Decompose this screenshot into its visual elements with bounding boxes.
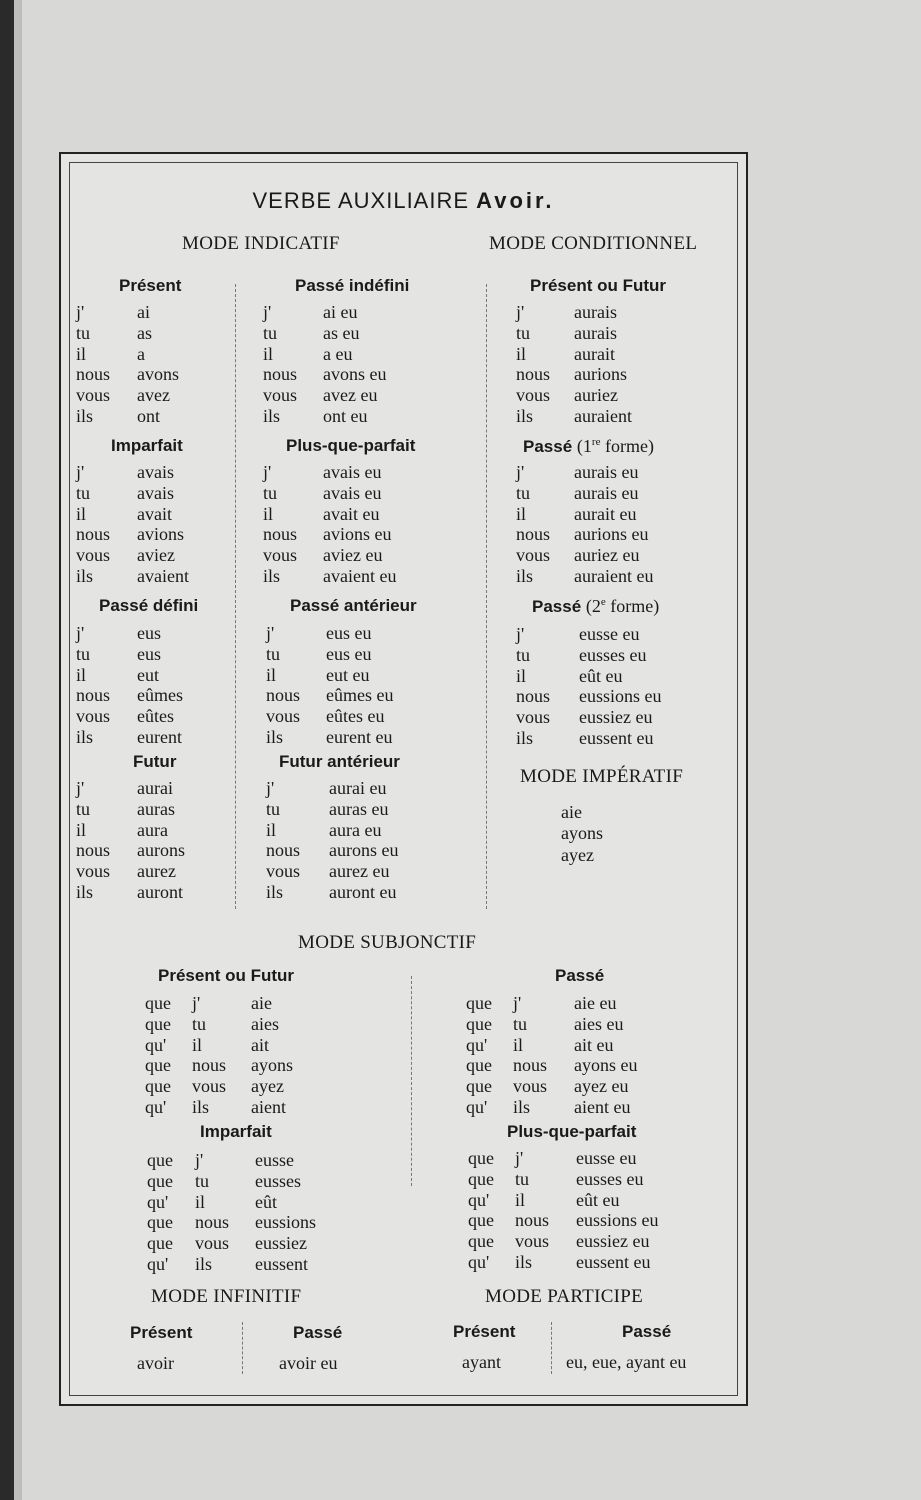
pronoun: j': [195, 1150, 204, 1170]
tense-name: Imparfait: [200, 1122, 272, 1141]
conjunction: que: [468, 1148, 494, 1168]
indicatif-column-divider: [235, 284, 236, 909]
mode-conditionnel-heading: MODE CONDITIONNEL: [489, 233, 698, 254]
subjonctif-column-divider: [411, 976, 412, 1186]
verb-form: aurais eu: [574, 462, 639, 482]
verb-form: aurez: [137, 861, 176, 882]
pronoun: ils: [263, 406, 281, 426]
pronoun: vous: [515, 1231, 550, 1252]
conjunction: que: [466, 1013, 492, 1034]
pronoun: vous: [516, 385, 551, 406]
pronoun: ils: [266, 882, 284, 902]
verb-form: auraient eu: [574, 566, 654, 586]
conjunction: qu': [468, 1252, 490, 1272]
verb-form: eûmes eu: [326, 685, 394, 706]
indicatif-passe-defini-label: [99, 596, 198, 616]
conditionnel-column-divider: [486, 284, 487, 909]
indicatif-plus-que-parfait-label: [286, 436, 415, 456]
verb-form: aies: [251, 1013, 279, 1034]
verb-form: auriez eu: [574, 545, 640, 566]
pronoun: il: [516, 343, 527, 364]
verb-form: aura: [137, 819, 168, 840]
verb-form: a: [137, 343, 145, 364]
verb-form: ai eu: [323, 302, 358, 322]
infinitif-column-divider: [242, 1322, 243, 1374]
tense-note-word: forme: [604, 436, 648, 456]
verb-form: eusse: [255, 1150, 294, 1170]
pronoun: nous: [76, 685, 111, 706]
pronoun: ils: [76, 882, 94, 902]
pronoun: tu: [192, 1013, 207, 1034]
infinitif-present-form: avoir: [137, 1353, 174, 1373]
pronoun: vous: [76, 706, 111, 727]
imperatif-form: ayez: [561, 845, 594, 865]
mode-imperatif-heading: MODE IMPÉRATIF: [520, 766, 684, 787]
pronoun: il: [516, 503, 527, 524]
pronoun: vous: [192, 1076, 227, 1097]
pronoun: ils: [76, 727, 94, 747]
pronoun: il: [515, 1189, 526, 1210]
verb-form: aurai: [137, 778, 173, 798]
verb-form: avez eu: [323, 385, 378, 406]
pronoun: nous: [76, 364, 111, 385]
verb-form: eussent eu: [576, 1252, 651, 1272]
pronoun: nous: [516, 686, 551, 707]
pronoun: nous: [516, 524, 551, 545]
subjonctif-present-label: [158, 966, 294, 986]
verb-form: avais: [137, 482, 174, 503]
tense-name: Présent ou Futur: [530, 276, 667, 295]
pronoun: vous: [263, 385, 298, 406]
pronoun: vous: [76, 545, 111, 566]
verb-form: avais eu: [323, 482, 382, 503]
verb-form: eussent: [255, 1254, 308, 1274]
verb-form: eussiez eu: [579, 707, 653, 728]
pronoun: ils: [195, 1254, 213, 1274]
participe-passe-form: eu, eue, ayant eu: [566, 1352, 687, 1372]
verb-form: eus: [137, 643, 161, 664]
indicatif-passe-indefini-label: [295, 276, 409, 296]
infinitif-passe-label: Passé: [293, 1323, 343, 1342]
pronoun: il: [76, 664, 87, 685]
pronoun: vous: [516, 707, 551, 728]
pronoun: il: [263, 343, 274, 364]
verb-form: aviez eu: [323, 545, 383, 566]
verb-form: ayez eu: [574, 1076, 629, 1097]
tense-name: Passé: [555, 966, 605, 985]
verb-form: ai: [137, 302, 150, 322]
verb-form: aurait: [574, 343, 615, 364]
participe-present-label: Présent: [453, 1322, 516, 1341]
pronoun: il: [76, 343, 87, 364]
verb-form: as: [137, 322, 152, 343]
verb-form: eus eu: [326, 623, 372, 643]
pronoun: tu: [76, 322, 91, 343]
verb-form: aurions: [574, 364, 627, 385]
pronoun: j': [516, 302, 525, 322]
verb-form: ait eu: [574, 1034, 614, 1055]
verb-form: ont: [137, 406, 161, 426]
conjunction: qu': [147, 1254, 169, 1274]
conjunction: que: [466, 1055, 492, 1076]
pronoun: j': [76, 778, 85, 798]
tense-note: (1re forme): [576, 436, 654, 456]
conjunction: que: [145, 1013, 171, 1034]
verb-form: eurent: [137, 727, 182, 747]
page-edge-shadow: [0, 0, 14, 1500]
verb-form: eus: [137, 623, 161, 643]
pronoun: tu: [266, 643, 281, 664]
tense-name: Passé antérieur: [290, 596, 417, 615]
pronoun: nous: [263, 524, 298, 545]
mode-subjonctif-heading: MODE SUBJONCTIF: [298, 932, 477, 953]
pronoun: tu: [515, 1168, 530, 1189]
pronoun: nous: [516, 364, 551, 385]
verb-form: eût: [255, 1191, 277, 1212]
pronoun: ils: [516, 406, 534, 426]
conjunction: qu': [145, 1097, 167, 1117]
verb-form: avions: [137, 524, 184, 545]
page-title: [61, 188, 746, 214]
verb-form: aient eu: [574, 1097, 631, 1117]
indicatif-futur-anterieur-label: [279, 752, 400, 772]
pronoun: vous: [263, 545, 298, 566]
verb-form: auront: [137, 882, 183, 902]
verb-form: eussions eu: [576, 1210, 659, 1231]
conjunction: qu': [468, 1189, 490, 1210]
verb-form: eusse eu: [576, 1148, 637, 1168]
indicatif-imparfait-label: [111, 436, 183, 456]
verb-form: ayez: [251, 1076, 284, 1097]
pronoun: il: [266, 664, 277, 685]
verb-form: aie eu: [574, 993, 617, 1013]
mode-indicatif-heading: MODE INDICATIF: [182, 233, 340, 254]
indicatif-futur-label: [133, 752, 176, 772]
verb-form: auras: [137, 798, 175, 819]
verb-form: avait: [137, 503, 172, 524]
pronoun: vous: [76, 385, 111, 406]
pronoun: j': [263, 462, 272, 482]
verb-form: aura eu: [329, 819, 382, 840]
pronoun: nous: [263, 364, 298, 385]
pronoun: ils: [263, 566, 281, 586]
verb-form: avaient: [137, 566, 189, 586]
tense-name: Passé: [532, 597, 582, 616]
verb-form: aient: [251, 1097, 286, 1117]
participe-present-form: ayant: [462, 1352, 501, 1372]
verb-form: eussions: [255, 1212, 317, 1233]
conjunction: que: [147, 1212, 173, 1233]
tense-note-number: 2: [591, 596, 601, 616]
tense-name: Plus-que-parfait: [507, 1122, 637, 1141]
pronoun: il: [266, 819, 277, 840]
conjunction: que: [466, 993, 492, 1013]
verb-form: aviez: [137, 545, 175, 566]
pronoun: j': [516, 462, 525, 482]
pronoun: ils: [515, 1252, 533, 1272]
pronoun: vous: [516, 545, 551, 566]
indicatif-present-label: [119, 276, 181, 296]
tense-note-superscript: e: [600, 596, 606, 608]
verb-form: eurent eu: [326, 727, 393, 747]
pronoun: nous: [515, 1210, 550, 1231]
conditionnel-present-label: [530, 276, 666, 296]
verb-form: aurais: [574, 302, 617, 322]
title-verb: Avoir.: [476, 188, 555, 213]
verb-form: eut eu: [326, 664, 370, 685]
pronoun: il: [76, 819, 87, 840]
tense-name: Passé indéfini: [295, 276, 410, 295]
subjonctif-imparfait-label: [200, 1122, 272, 1142]
verb-form: avez: [137, 385, 170, 406]
pronoun: j': [263, 302, 272, 322]
verb-form: ayons: [251, 1055, 293, 1076]
verb-form: ont eu: [323, 406, 368, 426]
pronoun: il: [263, 503, 274, 524]
pronoun: tu: [76, 798, 91, 819]
pronoun: j': [516, 624, 525, 644]
pronoun: j': [266, 778, 275, 798]
participe-passe-label: Passé: [622, 1322, 672, 1341]
verb-form: aurons: [137, 840, 185, 861]
verb-form: eusses eu: [576, 1168, 644, 1189]
verb-form: aurais eu: [574, 482, 639, 503]
conjunction: que: [468, 1231, 494, 1252]
verb-form: eût eu: [576, 1189, 620, 1210]
pronoun: nous: [513, 1055, 548, 1076]
verb-form: aurions eu: [574, 524, 649, 545]
tense-note-superscript: re: [591, 436, 601, 448]
verb-form: eûtes eu: [326, 706, 385, 727]
verb-form: avais eu: [323, 462, 382, 482]
pronoun: j': [76, 623, 85, 643]
verb-form: eûmes: [137, 685, 183, 706]
verb-form: aurez eu: [329, 861, 390, 882]
conjunction: qu': [466, 1097, 488, 1117]
verb-form: aies eu: [574, 1013, 624, 1034]
conjugation-table: [59, 152, 748, 1406]
conjunction: que: [466, 1076, 492, 1097]
pronoun: ils: [516, 566, 534, 586]
conjunction: que: [145, 993, 171, 1013]
pronoun: tu: [195, 1170, 210, 1191]
verb-form: avons: [137, 364, 179, 385]
verb-form: aie: [251, 993, 272, 1013]
pronoun: tu: [516, 322, 531, 343]
pronoun: tu: [516, 482, 531, 503]
conjunction: qu': [145, 1034, 167, 1055]
conjunction: que: [147, 1170, 173, 1191]
infinitif-present-label: Présent: [130, 1323, 193, 1342]
verb-form: auras eu: [329, 798, 389, 819]
pronoun: ils: [76, 406, 94, 426]
imperatif-form: ayons: [561, 823, 603, 843]
verb-form: auriez: [574, 385, 618, 406]
pronoun: j': [266, 623, 275, 643]
verb-form: aurons eu: [329, 840, 399, 861]
verb-form: eut: [137, 664, 159, 685]
verb-form: aurait eu: [574, 503, 637, 524]
infinitif-passe-form: avoir eu: [279, 1353, 338, 1373]
verb-form: eussiez eu: [576, 1231, 650, 1252]
conjunction: que: [147, 1233, 173, 1254]
pronoun: vous: [76, 861, 111, 882]
pronoun: nous: [266, 685, 301, 706]
conjunction: que: [145, 1055, 171, 1076]
tense-name: Présent: [119, 276, 182, 295]
pronoun: ils: [266, 727, 284, 747]
verb-form: auront eu: [329, 882, 397, 902]
tense-name: Passé: [523, 437, 573, 456]
conjunction: que: [468, 1210, 494, 1231]
conjunction: qu': [147, 1191, 169, 1212]
verb-form: eusses eu: [579, 644, 647, 665]
verb-form: avons eu: [323, 364, 387, 385]
imperatif-form: aie: [561, 802, 582, 822]
pronoun: j': [76, 302, 85, 322]
pronoun: il: [513, 1034, 524, 1055]
tense-name: Plus-que-parfait: [286, 436, 416, 455]
pronoun: j': [513, 993, 522, 1013]
tense-name: Présent ou Futur: [158, 966, 295, 985]
tense-name: Futur antérieur: [279, 752, 400, 771]
pronoun: tu: [76, 643, 91, 664]
pronoun: vous: [513, 1076, 548, 1097]
tense-note: (2e forme): [585, 596, 660, 616]
pronoun: j': [76, 462, 85, 482]
pronoun: ils: [192, 1097, 210, 1117]
pronoun: tu: [516, 644, 531, 665]
verb-form: ayons eu: [574, 1055, 638, 1076]
verb-form: a eu: [323, 343, 353, 364]
verb-form: avait eu: [323, 503, 380, 524]
page-edge: [14, 0, 22, 1500]
mode-participe-heading: MODE PARTICIPE: [485, 1286, 644, 1307]
conditionnel-passe-1-label: [523, 436, 654, 457]
verb-form: eûtes: [137, 706, 174, 727]
pronoun: il: [516, 665, 527, 686]
verb-form: aurais: [574, 322, 617, 343]
conjunction: que: [145, 1076, 171, 1097]
pronoun: tu: [76, 482, 91, 503]
subjonctif-plus-que-parfait-label: [507, 1122, 636, 1142]
pronoun: j': [192, 993, 201, 1013]
verb-form: eusse eu: [579, 624, 640, 644]
verb-form: as eu: [323, 322, 360, 343]
tense-note-number: 1: [582, 436, 592, 456]
pronoun: il: [76, 503, 87, 524]
verb-form: avions eu: [323, 524, 392, 545]
indicatif-passe-anterieur-label: [290, 596, 417, 616]
verb-form: eusses: [255, 1170, 301, 1191]
pronoun: tu: [263, 322, 278, 343]
verb-form: ait: [251, 1034, 269, 1055]
title-prefix: VERBE AUXILIAIRE: [252, 188, 470, 213]
pronoun: il: [195, 1191, 206, 1212]
mode-infinitif-heading: MODE INFINITIF: [151, 1286, 302, 1307]
tense-name: Passé défini: [99, 596, 199, 615]
pronoun: il: [192, 1034, 203, 1055]
conjunction: qu': [466, 1034, 488, 1055]
conditionnel-passe-2-label: [532, 596, 659, 617]
verb-form: eussiez: [255, 1233, 307, 1254]
pronoun: nous: [266, 840, 301, 861]
pronoun: ils: [513, 1097, 531, 1117]
pronoun: nous: [76, 840, 111, 861]
verb-form: aurai eu: [329, 778, 387, 798]
tense-note-word: forme: [610, 596, 654, 616]
verb-form: avais: [137, 462, 174, 482]
pronoun: ils: [516, 728, 534, 748]
pronoun: tu: [263, 482, 278, 503]
verb-form: eussent eu: [579, 728, 654, 748]
pronoun: nous: [76, 524, 111, 545]
tense-name: Imparfait: [111, 436, 183, 455]
pronoun: nous: [192, 1055, 227, 1076]
pronoun: ils: [76, 566, 94, 586]
pronoun: j': [515, 1148, 524, 1168]
tense-name: Futur: [133, 752, 177, 771]
verb-form: eussions eu: [579, 686, 662, 707]
participe-column-divider: [551, 1322, 552, 1374]
verb-form: eût eu: [579, 665, 623, 686]
pronoun: tu: [513, 1013, 528, 1034]
pronoun: vous: [266, 861, 301, 882]
verb-form: auraient: [574, 406, 632, 426]
verb-form: avaient eu: [323, 566, 397, 586]
pronoun: tu: [266, 798, 281, 819]
subjonctif-passe-label: [555, 966, 604, 986]
conjunction: que: [468, 1168, 494, 1189]
pronoun: vous: [195, 1233, 230, 1254]
conjunction: que: [147, 1150, 173, 1170]
pronoun: vous: [266, 706, 301, 727]
verb-form: eus eu: [326, 643, 372, 664]
pronoun: nous: [195, 1212, 230, 1233]
